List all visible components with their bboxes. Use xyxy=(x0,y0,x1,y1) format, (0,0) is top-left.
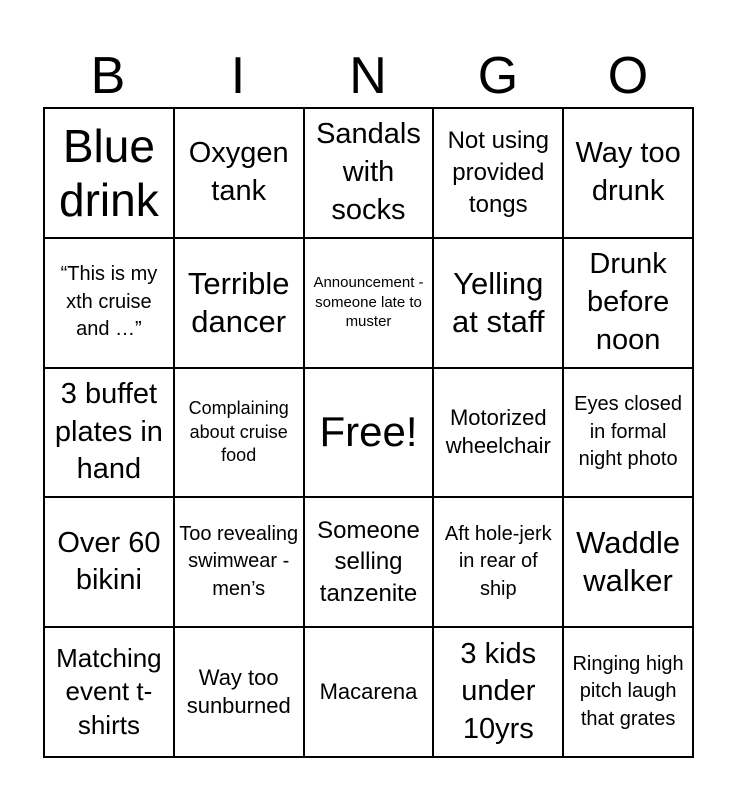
bingo-cell[interactable]: Yelling at staff xyxy=(433,238,563,368)
bingo-cell[interactable]: Drunk before noon xyxy=(563,238,693,368)
bingo-header xyxy=(43,46,693,106)
bingo-cell[interactable]: “This is my xth cruise and …” xyxy=(44,238,174,368)
bingo-cell[interactable]: Oxygen tank xyxy=(174,108,304,238)
free-space[interactable]: Free! xyxy=(304,368,434,498)
bingo-cell[interactable]: Not using provided tongs xyxy=(433,108,563,238)
header-letter-i: I xyxy=(230,47,246,105)
bingo-cell[interactable]: 3 buffet plates in hand xyxy=(44,368,174,498)
bingo-cell[interactable]: Aft hole-jerk in rear of ship xyxy=(433,497,563,627)
bingo-cell[interactable]: Sandals with socks xyxy=(304,108,434,238)
bingo-cell[interactable]: Terrible dancer xyxy=(174,238,304,368)
bingo-cell[interactable]: Blue drink xyxy=(44,108,174,238)
bingo-cell[interactable]: Over 60 bikini xyxy=(44,497,174,627)
bingo-cell[interactable]: Announcement - someone late to muster xyxy=(304,238,434,368)
bingo-card xyxy=(43,107,694,758)
header-letter-b: B xyxy=(90,47,126,105)
bingo-cell[interactable]: Way too sunburned xyxy=(174,627,304,757)
bingo-cell[interactable]: Way too drunk xyxy=(563,108,693,238)
bingo-cell[interactable]: 3 kids under 10yrs xyxy=(433,627,563,757)
bingo-cell[interactable]: Macarena xyxy=(304,627,434,757)
bingo-cell[interactable]: Eyes closed in formal night photo xyxy=(563,368,693,498)
bingo-cell[interactable]: Ringing high pitch laugh that grates xyxy=(563,627,693,757)
bingo-cell[interactable]: Too revealing swimwear - men’s xyxy=(174,497,304,627)
bingo-cell[interactable]: Motorized wheelchair xyxy=(433,368,563,498)
bingo-cell[interactable]: Matching event t-shirts xyxy=(44,627,174,757)
header-letter-g: G xyxy=(477,47,519,105)
header-letter-n: N xyxy=(349,47,387,105)
bingo-cell[interactable]: Someone selling tanzenite xyxy=(304,497,434,627)
bingo-cell[interactable]: Complaining about cruise food xyxy=(174,368,304,498)
header-letter-o: O xyxy=(607,47,649,105)
bingo-cell[interactable]: Waddle walker xyxy=(563,497,693,627)
